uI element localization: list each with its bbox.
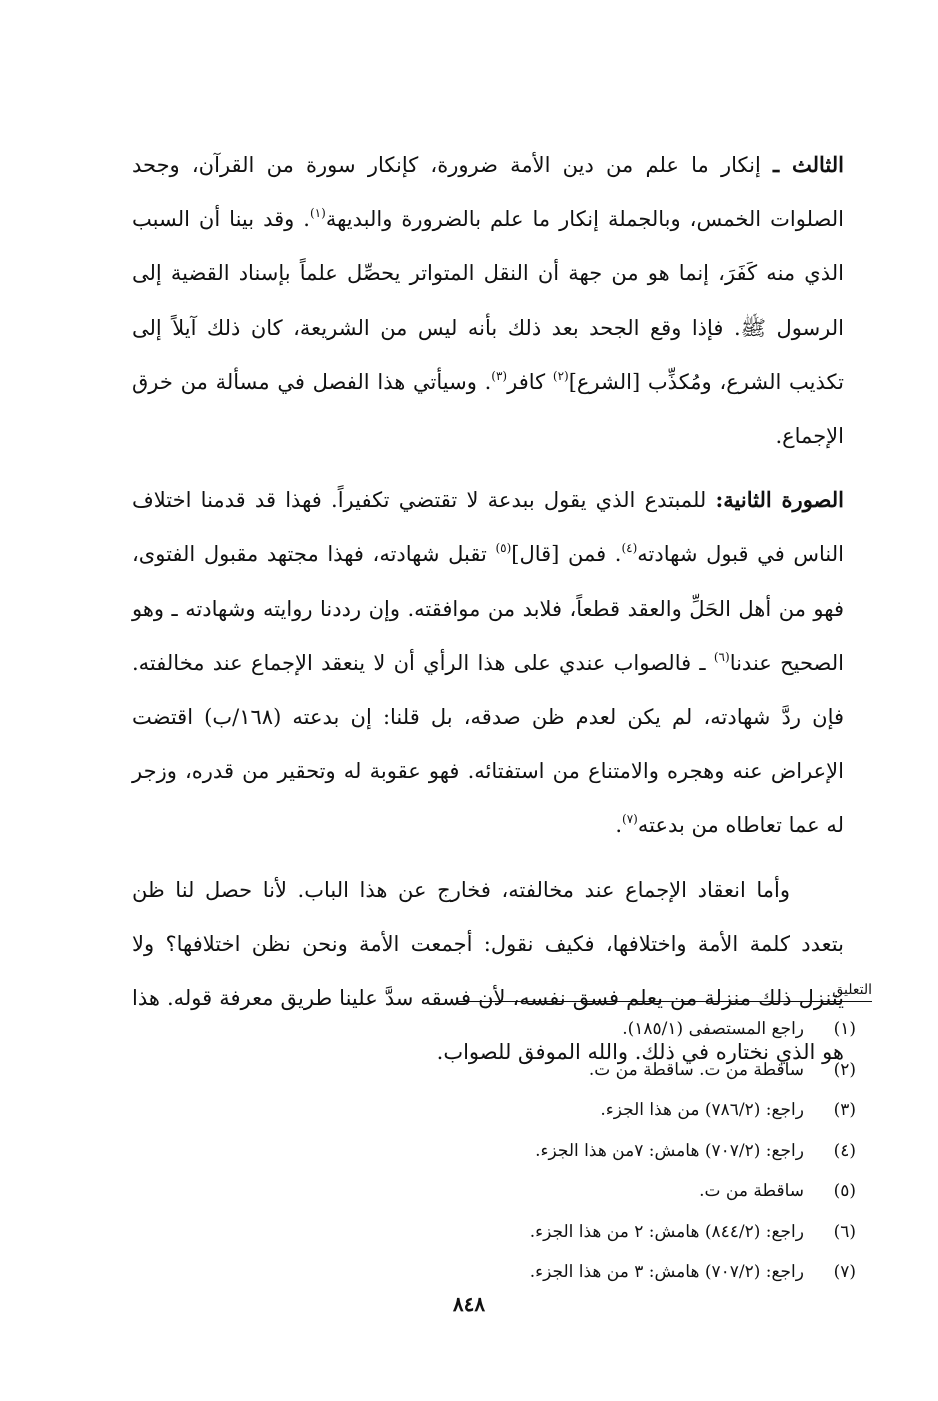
footnote-number: (٤) bbox=[833, 1140, 856, 1161]
footnote-number: (٣) bbox=[833, 1100, 856, 1120]
footnote-item bbox=[300, 1171, 856, 1212]
text-run: ـ فالصواب عندي على هذا الرأي أن لا ينعقد الإجماع عند مخالفته. فإن ردَّ شهادته، لم يكن لعدم ظن صدقه، بل قلنا: إن بدعته (١٦٨/ب) اقتضت الإعراض عنه وهجره والامتناع من استفتائه. فهو عقوبة له وتحقير من قدره، وزجر له عما تعاطاه من بدعته bbox=[132, 650, 845, 838]
section-lead: الصورة الثانية: bbox=[715, 487, 844, 513]
footnote-ref-7[interactable]: (٧) bbox=[622, 812, 638, 827]
text-run: للمبتدع الذي يقول ببدعة لا تقتضي تكفيراً. فهذا قد قدمنا اختلاف الناس في قبول شهادته bbox=[132, 488, 844, 567]
text-run: . فمن [قال] bbox=[511, 542, 622, 567]
footnote-ref-2[interactable]: (٢) bbox=[552, 368, 569, 383]
footnote-ref-5[interactable]: (٥) bbox=[495, 541, 512, 556]
footnote-text: راجع: (٧٠٧/٢) هامش: ٣ من هذا الجزء. bbox=[529, 1262, 804, 1282]
footnote-number: (٢) bbox=[833, 1059, 856, 1080]
footnote-number: (١) bbox=[833, 1019, 856, 1039]
section-lead: الثالث ـ bbox=[773, 152, 844, 177]
text-run: . وقد بينا أن السبب الذي منه كَفَرَ، إنما هو من جهة أن النقل المتواتر يحصِّل علماً بإسناد القضية إلى الرسول ﷺ. فإذا وقع الجحد بعد ذلك بأنه ليس من الشريعة، كان ذلك آيلاً إلى تكذيب الشرع، ومُكذِّب [الشرع] bbox=[132, 207, 844, 394]
footnote-number: (٧) bbox=[833, 1262, 856, 1282]
footnote-item bbox=[300, 1212, 856, 1253]
footnote-item bbox=[300, 1090, 856, 1131]
footnote-ref-4[interactable]: (٤) bbox=[621, 541, 638, 556]
footnote-text: راجع: (٨٤٤/٢) هامش: ٢ من هذا الجزء. bbox=[529, 1221, 804, 1242]
footnote-ref-3[interactable]: (٣) bbox=[491, 368, 508, 383]
footnote-separator bbox=[458, 1001, 872, 1002]
text-run: كافر bbox=[507, 369, 553, 394]
footnote-item bbox=[300, 1009, 856, 1050]
text-run: . bbox=[615, 813, 623, 838]
page-number: ٨٤٨ bbox=[452, 1292, 486, 1316]
footnote-item bbox=[300, 1050, 856, 1091]
text-run: إنكار ما علم من دين الأمة ضرورة، كإنكار سورة من القرآن، وجحد الصلوات الخمس، وبالجملة إنكار ما علم بالضرورة والبديهة bbox=[132, 153, 844, 232]
footnote-text: راجع المستصفى (١٨٥/١). bbox=[622, 1019, 804, 1039]
paragraph-2 bbox=[132, 473, 844, 852]
paragraph-1 bbox=[132, 138, 844, 463]
footnote-text: ساقطة من ت. bbox=[699, 1181, 804, 1201]
footnote-text: ساقطة من ت. ساقطة من ت. bbox=[588, 1059, 804, 1080]
footnote-item bbox=[300, 1252, 856, 1293]
footnotes-list bbox=[300, 1009, 856, 1293]
main-text bbox=[132, 138, 844, 1089]
text-run: . وسيأتي هذا الفصل في مسألة من خرق الإجماع. bbox=[132, 369, 844, 449]
footnotes-label: التعليق bbox=[832, 982, 872, 998]
footnote-ref-1[interactable]: (١) bbox=[309, 206, 326, 221]
paragraph-3: وأما انعقاد الإجماع عند مخالفته، فخارج عن هذا الباب. لأنا حصل لنا ظن بتعدد كلمة الأمة واختلافها، فكيف نقول: أجمعت الأمة ونحن نظن اختلافها؟ ولا يتنزل ذلك منزلة من يعلم فسق نفسه، لأن فسقه سدَّ علينا طريق معرفة قوله. هذا هو الذي نختاره في ذلك. والله الموفق للصواب. bbox=[132, 877, 844, 1065]
footnote-ref-6[interactable]: (٦) bbox=[713, 649, 730, 664]
footnote-text: راجع: (٧٠٧/٢) هامش: ٧من هذا الجزء. bbox=[535, 1140, 804, 1161]
footnote-text: راجع: (٧٨٦/٢) من هذا الجزء. bbox=[600, 1100, 804, 1120]
text-run: تقبل شهادته، فهذا مجتهد مقبول الفتوى، فهو من أهل الحَلِّ والعقد قطعاً، فلابد من موافقته. وإن رددنا روايته وشهادته ـ وهو الصحيح عندنا bbox=[132, 542, 844, 675]
footnote-number: (٦) bbox=[833, 1221, 856, 1242]
footnote-item bbox=[300, 1131, 856, 1172]
footnote-number: (٥) bbox=[833, 1181, 856, 1201]
